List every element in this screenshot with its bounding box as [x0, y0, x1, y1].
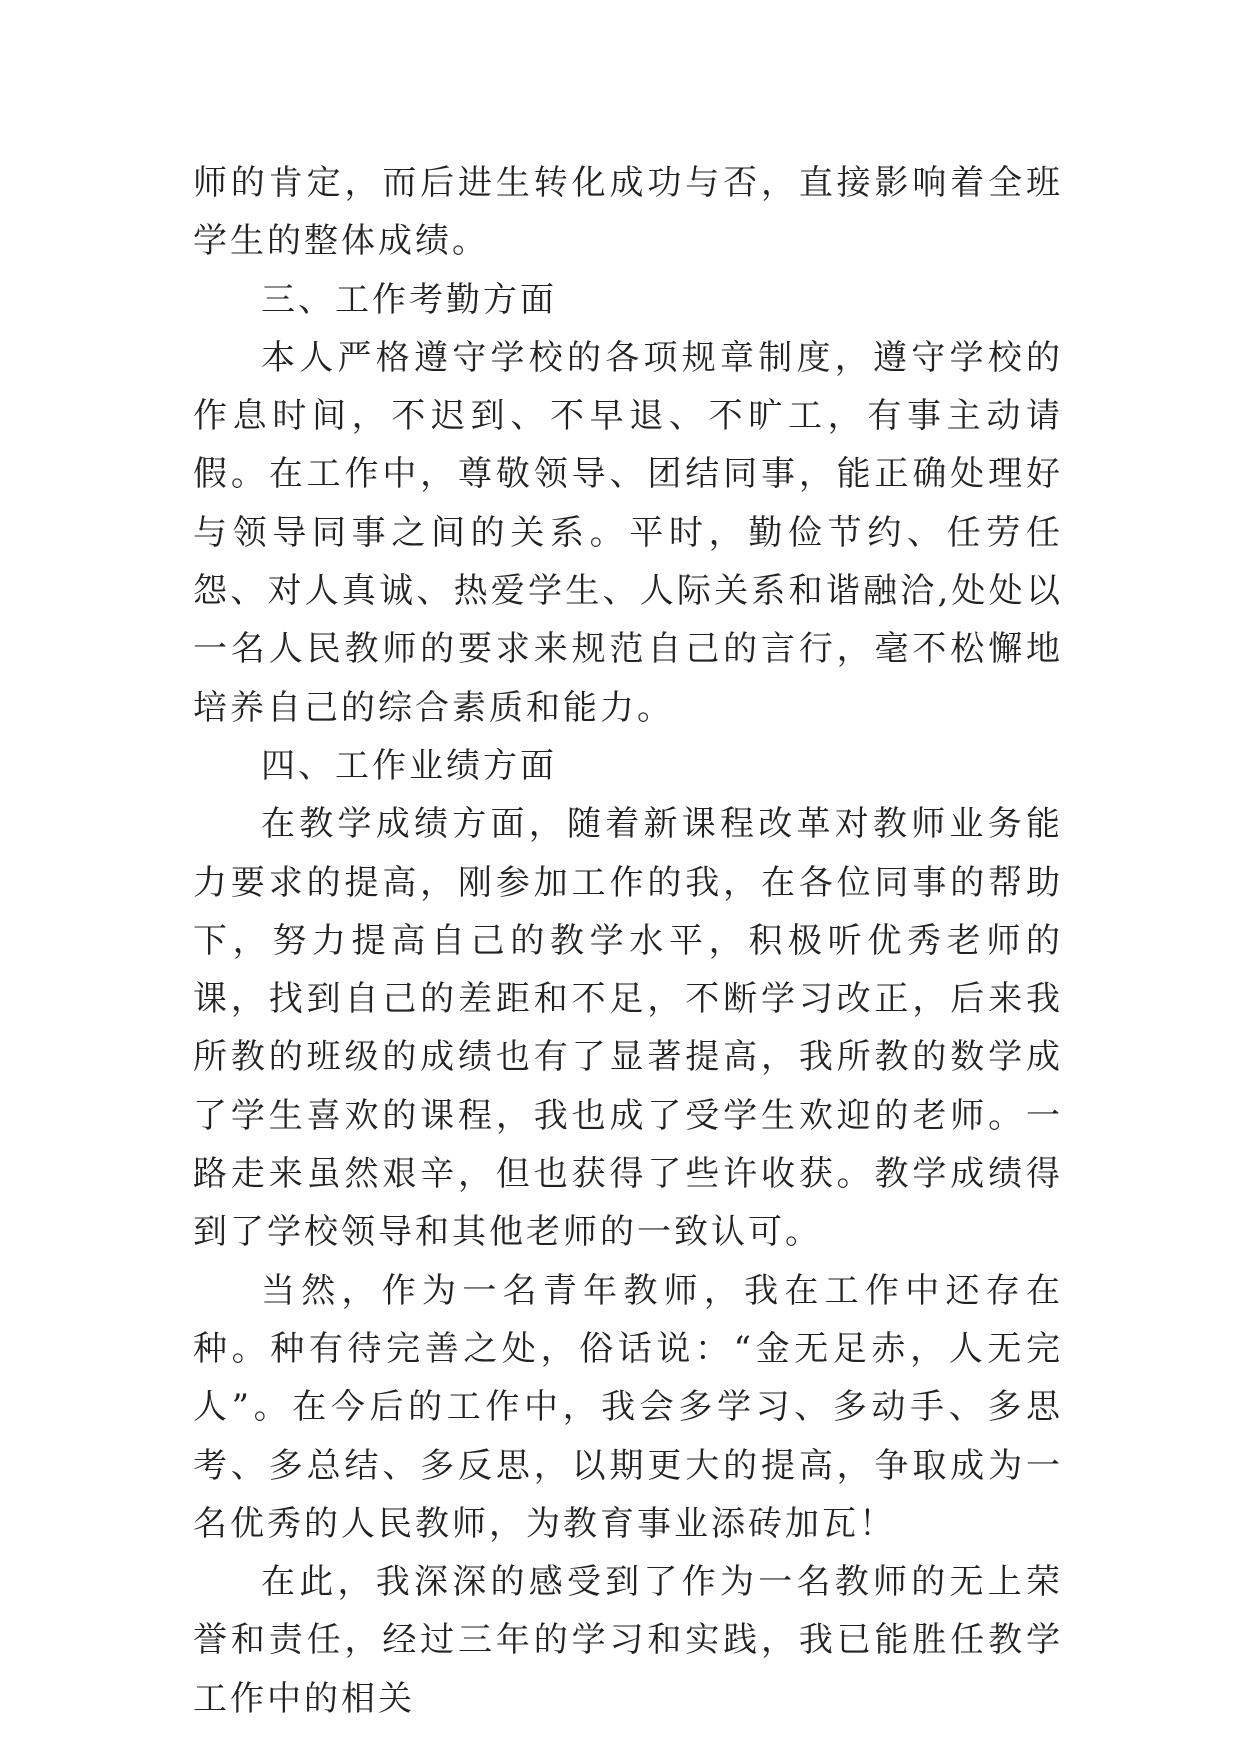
section-heading-attendance: 三、工作考勤方面: [261, 279, 557, 320]
paragraph-attendance: 本人严格遵守学校的各项规章制度，遵守学校的作息时间，不迟到、不早退、不旷工，有事主动请假。在工作中，尊敬领导、团结同事，能正确处理好与领导同事之间的关系。平时，勤俭节约、任劳任怨、对人真诚、热爱学生、人际关系和谐融洽,处处以一名人民教师的要求来规范自己的言行，毫不松懈地培养自己的综合素质和能力。: [193, 337, 1063, 728]
paragraph-improvement: 当然，作为一名青年教师，我在工作中还存在种。种有待完善之处，俗话说：“金无足赤，人无完人”。在今后的工作中，我会多学习、多动手、多思考、多总结、多反思，以期更大的提高，争取成为一名优秀的人民教师，为教育事业添砖加瓦！: [193, 1270, 1063, 1544]
paragraph-performance: 在教学成绩方面，随着新课程改革对教师业务能力要求的提高，刚参加工作的我，在各位同事的帮助下，努力提高自己的教学水平，积极听优秀老师的课，找到自己的差距和不足，不断学习改正，后来我所教的班级的成绩也有了显著提高，我所教的数学成了学生喜欢的课程，我也成了受学生欢迎的老师。一路走来虽然艰辛，但也获得了些许收获。教学成绩得到了学校领导和其他老师的一致认可。: [193, 804, 1063, 1253]
document-body: [193, 154, 1063, 1728]
section-heading-performance: 四、工作业绩方面: [261, 745, 557, 786]
paragraph-continuation: 师的肯定，而后进生转化成功与否，直接影响着全班学生的整体成绩。: [193, 163, 1063, 262]
paragraph-conclusion: 在此，我深深的感受到了作为一名教师的无上荣誉和责任，经过三年的学习和实践，我已能胜任教学工作中的相关: [193, 1562, 1063, 1719]
